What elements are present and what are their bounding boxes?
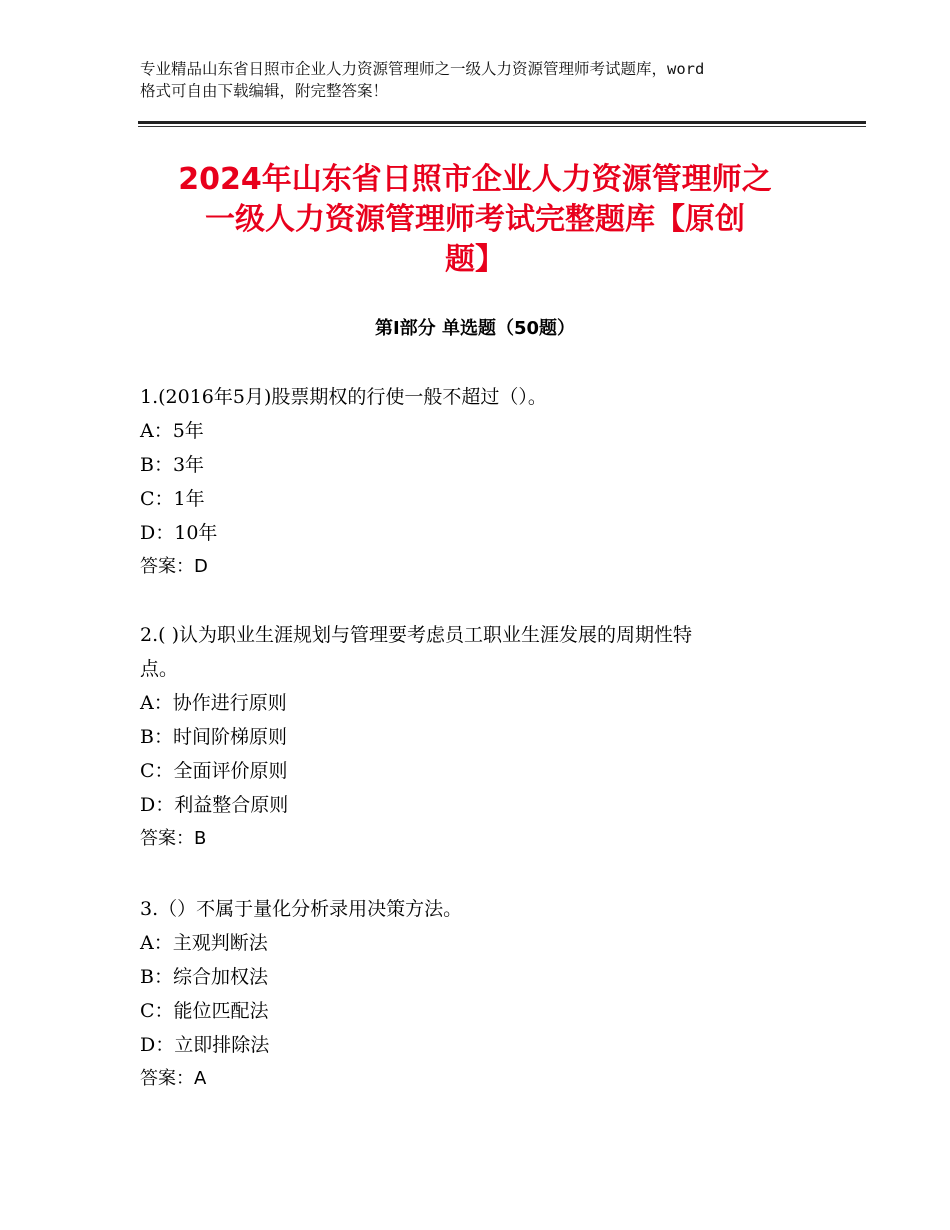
- option-a: A：主观判断法: [140, 932, 268, 954]
- header-divider-thin: [138, 126, 866, 127]
- header-note-line: 专业精品山东省日照市企业人力资源管理师之一级人力资源管理师考试题库，word: [140, 60, 705, 78]
- option-c: C：全面评价原则: [140, 760, 288, 782]
- question-stem: 2.( )认为职业生涯规划与管理要考虑员工职业生涯发展的周期性特: [140, 624, 692, 646]
- question-stem: 1.(2016年5月)股票期权的行使一般不超过（）。: [140, 386, 547, 408]
- header-note: [140, 58, 830, 102]
- document-title: [120, 160, 830, 280]
- header-note-line: 格式可自由下载编辑，附完整答案！: [140, 82, 389, 100]
- option-a: A：5年: [140, 420, 204, 442]
- answer: 答案：D: [140, 556, 208, 577]
- option-c: C：1年: [140, 488, 205, 510]
- question-1: [140, 380, 820, 584]
- answer: 答案：A: [140, 1068, 207, 1089]
- document-title-line: 2024年山东省日照市企业人力资源管理师之: [178, 162, 772, 197]
- question-stem-continued: 点。: [140, 658, 179, 680]
- option-b: B：综合加权法: [140, 966, 268, 988]
- section-title: 第Ⅰ部分 单选题（50题）: [374, 318, 575, 339]
- option-d: D：利益整合原则: [140, 794, 289, 816]
- question-stem: 3.（）不属于量化分析录用决策方法。: [140, 898, 463, 920]
- option-b: B：3年: [140, 454, 205, 476]
- header-divider-thick: [138, 121, 866, 124]
- option-b: B：时间阶梯原则: [140, 726, 287, 748]
- option-a: A：协作进行原则: [140, 692, 287, 714]
- question-2: [140, 618, 820, 856]
- answer: 答案：B: [140, 828, 207, 849]
- document-title-line: 一级人力资源管理师考试完整题库【原创: [205, 202, 745, 237]
- document-title-line: 题】: [445, 242, 505, 277]
- question-3: [140, 892, 820, 1096]
- option-d: D：10年: [140, 522, 218, 544]
- option-d: D：立即排除法: [140, 1034, 270, 1056]
- option-c: C：能位匹配法: [140, 1000, 269, 1022]
